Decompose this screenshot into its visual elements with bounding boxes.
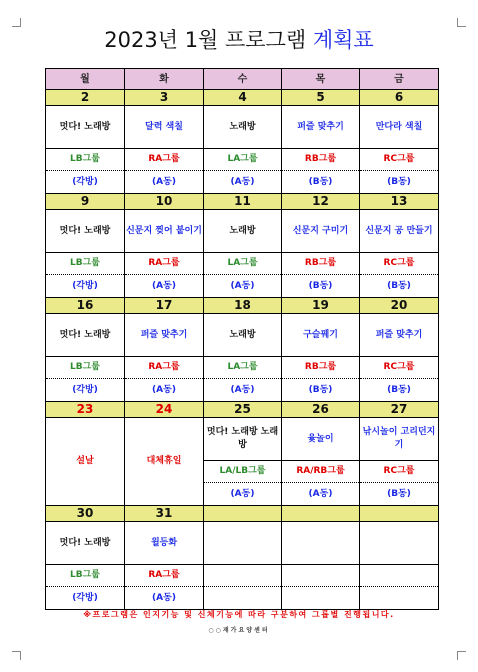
date-cell: 19 bbox=[282, 298, 360, 314]
activity-cell: 멋다! 노래방 bbox=[46, 314, 125, 357]
date-cell-empty bbox=[360, 506, 439, 522]
location-cell: (각방) bbox=[46, 275, 125, 298]
date-cell: 18 bbox=[204, 298, 282, 314]
activity-cell: 멋다! 노래방 bbox=[46, 522, 125, 565]
group-cell: RC그룹 bbox=[360, 461, 439, 483]
group-row bbox=[46, 149, 439, 171]
location-cell-empty bbox=[360, 587, 439, 610]
group-row bbox=[46, 565, 439, 587]
date-cell-holiday: 24 bbox=[125, 402, 204, 418]
activity-row bbox=[46, 210, 439, 253]
group-cell: RA/RB그룹 bbox=[282, 461, 360, 483]
date-cell-empty bbox=[204, 506, 282, 522]
date-row bbox=[46, 298, 439, 314]
group-cell: RC그룹 bbox=[360, 149, 439, 171]
date-cell: 16 bbox=[46, 298, 125, 314]
weekday-wed: 수 bbox=[204, 69, 282, 90]
activity-cell-empty bbox=[282, 522, 360, 565]
activity-row bbox=[46, 522, 439, 565]
weekday-header-row bbox=[46, 69, 439, 90]
date-cell: 27 bbox=[360, 402, 439, 418]
group-cell: LA/LB그룹 bbox=[204, 461, 282, 483]
date-cell: 5 bbox=[282, 90, 360, 106]
location-cell: (B동) bbox=[282, 275, 360, 298]
date-cell: 13 bbox=[360, 194, 439, 210]
group-cell: LA그룹 bbox=[204, 357, 282, 379]
activity-cell: 만다라 색칠 bbox=[360, 106, 439, 149]
location-cell: (A동) bbox=[204, 171, 282, 194]
location-cell: (B동) bbox=[282, 171, 360, 194]
date-cell: 2 bbox=[46, 90, 125, 106]
activity-cell: 노래방 bbox=[204, 106, 282, 149]
activity-cell-empty bbox=[360, 522, 439, 565]
activity-row bbox=[46, 418, 439, 461]
activity-cell: 퍼즐 맞추기 bbox=[360, 314, 439, 357]
group-row bbox=[46, 357, 439, 379]
date-cell-holiday: 23 bbox=[46, 402, 125, 418]
crop-mark-bottom-right bbox=[457, 651, 466, 660]
location-cell: (B동) bbox=[360, 483, 439, 506]
group-cell: RB그룹 bbox=[282, 149, 360, 171]
location-cell: (A동) bbox=[125, 275, 204, 298]
location-cell: (A동) bbox=[282, 483, 360, 506]
location-row bbox=[46, 275, 439, 298]
weekday-fri: 금 bbox=[360, 69, 439, 90]
title-main: 2023년 1월 프로그램 bbox=[104, 28, 313, 52]
location-cell: (각방) bbox=[46, 171, 125, 194]
group-cell: LB그룹 bbox=[46, 357, 125, 379]
activity-cell: 낚시놀이 고리던지기 bbox=[360, 418, 439, 461]
activity-cell: 퍼즐 맞추기 bbox=[125, 314, 204, 357]
location-cell: (B동) bbox=[282, 379, 360, 402]
date-row bbox=[46, 194, 439, 210]
date-cell: 3 bbox=[125, 90, 204, 106]
location-cell: (A동) bbox=[204, 275, 282, 298]
activity-cell: 신문지 공 만들기 bbox=[360, 210, 439, 253]
weekday-mon: 월 bbox=[46, 69, 125, 90]
group-cell: LB그룹 bbox=[46, 149, 125, 171]
organization-name: ○○재가요양센터 bbox=[208, 627, 270, 634]
group-cell: RA그룹 bbox=[125, 149, 204, 171]
date-row bbox=[46, 402, 439, 418]
group-cell-empty bbox=[360, 565, 439, 587]
date-cell: 9 bbox=[46, 194, 125, 210]
location-row bbox=[46, 587, 439, 610]
group-cell: LB그룹 bbox=[46, 565, 125, 587]
activity-cell: 멋다! 노래방 노래방 bbox=[204, 418, 282, 461]
date-cell: 17 bbox=[125, 298, 204, 314]
group-cell: RB그룹 bbox=[282, 357, 360, 379]
date-row bbox=[46, 90, 439, 106]
date-cell: 4 bbox=[204, 90, 282, 106]
activity-cell: 멋다! 노래방 bbox=[46, 106, 125, 149]
weekday-thu: 목 bbox=[282, 69, 360, 90]
activity-cell: 퍼즐 맞추기 bbox=[282, 106, 360, 149]
date-cell: 12 bbox=[282, 194, 360, 210]
location-cell: (각방) bbox=[46, 587, 125, 610]
date-cell: 6 bbox=[360, 90, 439, 106]
location-row bbox=[46, 171, 439, 194]
activity-cell: 신문지 찢어 붙이기 bbox=[125, 210, 204, 253]
crop-mark-bottom-left bbox=[12, 651, 21, 660]
location-cell-empty bbox=[204, 587, 282, 610]
location-cell: (각방) bbox=[46, 379, 125, 402]
group-cell: RA그룹 bbox=[125, 357, 204, 379]
group-row bbox=[46, 253, 439, 275]
activity-cell: 윌등화 bbox=[125, 522, 204, 565]
holiday-cell: 대체휴일 bbox=[125, 418, 204, 506]
schedule-table bbox=[45, 68, 439, 610]
group-cell: RA그룹 bbox=[125, 565, 204, 587]
location-cell-empty bbox=[282, 587, 360, 610]
activity-row bbox=[46, 106, 439, 149]
footer-note: ※프로그램은 인지기능 및 신체기능에 따라 구분하여 그룹별 진행됩니다. bbox=[83, 610, 395, 619]
date-cell: 25 bbox=[204, 402, 282, 418]
group-cell: RC그룹 bbox=[360, 357, 439, 379]
date-cell: 26 bbox=[282, 402, 360, 418]
group-cell: LA그룹 bbox=[204, 253, 282, 275]
holiday-cell: 설날 bbox=[46, 418, 125, 506]
location-cell: (A동) bbox=[125, 171, 204, 194]
date-cell-empty bbox=[282, 506, 360, 522]
group-cell: RA그룹 bbox=[125, 253, 204, 275]
activity-cell: 신문지 구미기 bbox=[282, 210, 360, 253]
group-cell: LA그룹 bbox=[204, 149, 282, 171]
activity-cell: 구슬꿰기 bbox=[282, 314, 360, 357]
group-cell-empty bbox=[204, 565, 282, 587]
location-cell: (A동) bbox=[125, 587, 204, 610]
date-cell: 20 bbox=[360, 298, 439, 314]
location-cell: (B동) bbox=[360, 171, 439, 194]
date-cell: 11 bbox=[204, 194, 282, 210]
location-row bbox=[46, 379, 439, 402]
location-cell: (B동) bbox=[360, 379, 439, 402]
location-cell: (A동) bbox=[204, 379, 282, 402]
activity-cell-empty bbox=[204, 522, 282, 565]
location-cell: (B동) bbox=[360, 275, 439, 298]
date-cell: 10 bbox=[125, 194, 204, 210]
activity-cell: 노래방 bbox=[204, 314, 282, 357]
location-cell: (A동) bbox=[204, 483, 282, 506]
activity-cell: 멋다! 노래방 bbox=[46, 210, 125, 253]
group-cell-empty bbox=[282, 565, 360, 587]
group-cell: RB그룹 bbox=[282, 253, 360, 275]
date-row bbox=[46, 506, 439, 522]
activity-row bbox=[46, 314, 439, 357]
activity-cell: 노래방 bbox=[204, 210, 282, 253]
group-cell: RC그룹 bbox=[360, 253, 439, 275]
group-cell: LB그룹 bbox=[46, 253, 125, 275]
date-cell: 31 bbox=[125, 506, 204, 522]
page-title bbox=[0, 24, 478, 54]
date-cell: 30 bbox=[46, 506, 125, 522]
activity-cell: 달력 색칠 bbox=[125, 106, 204, 149]
title-highlight: 계획표 bbox=[312, 28, 374, 52]
weekday-tue: 화 bbox=[125, 69, 204, 90]
activity-cell: 윷놀이 bbox=[282, 418, 360, 461]
location-cell: (A동) bbox=[125, 379, 204, 402]
